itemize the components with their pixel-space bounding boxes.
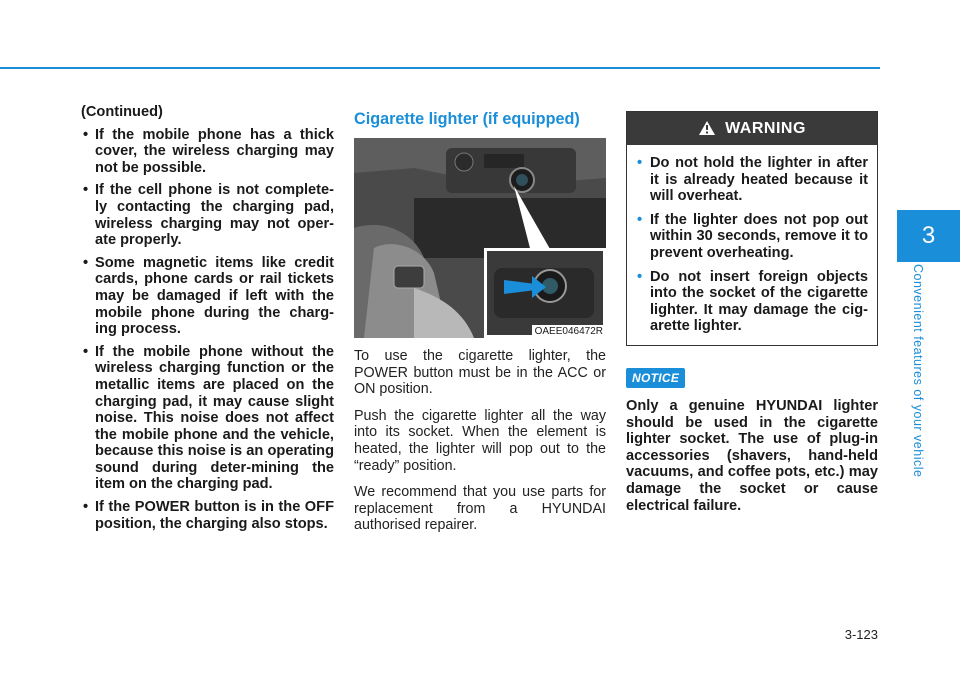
paragraph: Push the cigarette lighter all the way into its socket. When the element is heated, the lighter will pop out to the “ready” position. [354, 407, 606, 474]
list-item: • If the POWER button is in the OFF position, the charging also stops. [83, 499, 334, 532]
list-item: • Do not insert foreign objects into the socket of the cigarette lighter. It may damage the cig-arette lighter. [637, 268, 868, 335]
list-item: • If the lighter does not pop out within 30 seconds, remove it to prevent overheating. [637, 211, 868, 261]
bullet-icon: • [83, 499, 89, 516]
list-item: • If the mobile phone without the wireless charging function or the metallic items are placed on the charging pad, it may cause slight noise. This noise does not affect the mobile phone and the vehicle, because this noise is an operating sound during deter-mining the item on the charging pad. [83, 343, 334, 493]
paragraph: We recommend that you use parts for replacement from a HYUNDAI authorised repairer. [354, 484, 606, 534]
list-item: • If the cell phone is not complete-ly contacting the charging pad, wireless charging may not oper-ate properly. [83, 182, 334, 249]
warning-box [626, 111, 878, 346]
warning-body [627, 145, 877, 345]
warning-title: WARNING [725, 120, 806, 137]
continued-label: (Continued) [81, 104, 163, 120]
bullet-icon: • [637, 155, 643, 171]
cigarette-lighter-photo [354, 138, 606, 338]
list-item: • Some magnetic items like credit cards, phone cards or rail tickets may be damaged if left with the mobile phone during the charg-ing process. [83, 254, 334, 338]
warning-triangle-icon [698, 120, 716, 136]
bullet-icon: • [637, 211, 643, 228]
section-title: Cigarette lighter (if equipped) [354, 110, 580, 128]
paragraph: To use the cigarette lighter, the POWER button must be in the ACC or ON position. [354, 348, 606, 398]
notice-badge: NOTICE [626, 368, 685, 388]
bullet-icon: • [83, 126, 89, 143]
warning-header [627, 112, 877, 145]
list-item: • If the mobile phone has a thick cover, the wireless charging may not be possible. [83, 126, 334, 176]
header-rule [0, 67, 880, 69]
charging-notes-list [78, 127, 334, 533]
image-code: OAEE046472R [532, 325, 606, 338]
list-item: • Do not hold the lighter in after it is already heated because it will overheat. [637, 155, 868, 205]
right-column [626, 111, 878, 514]
chapter-tab [897, 210, 960, 262]
left-column [78, 104, 334, 538]
notice-text: Only a genuine HYUNDAI lighter should be used in the cigarette lighter socket. The use of plug-in accessories (shavers, hand-held vacuums, and coffee pots, etc.) may damage the socket or cause electrical failure. [626, 397, 878, 514]
middle-column [354, 104, 606, 540]
bullet-icon: • [83, 182, 89, 199]
bullet-icon: • [637, 268, 643, 285]
bullet-icon: • [83, 254, 89, 271]
chapter-number: 3 [921, 222, 936, 249]
chapter-title: Convenient features of your vehicle [911, 264, 925, 478]
console-illustration [354, 138, 606, 338]
warning-list [636, 155, 868, 335]
bullet-icon: • [83, 343, 89, 360]
page-number: 3-123 [844, 627, 878, 642]
